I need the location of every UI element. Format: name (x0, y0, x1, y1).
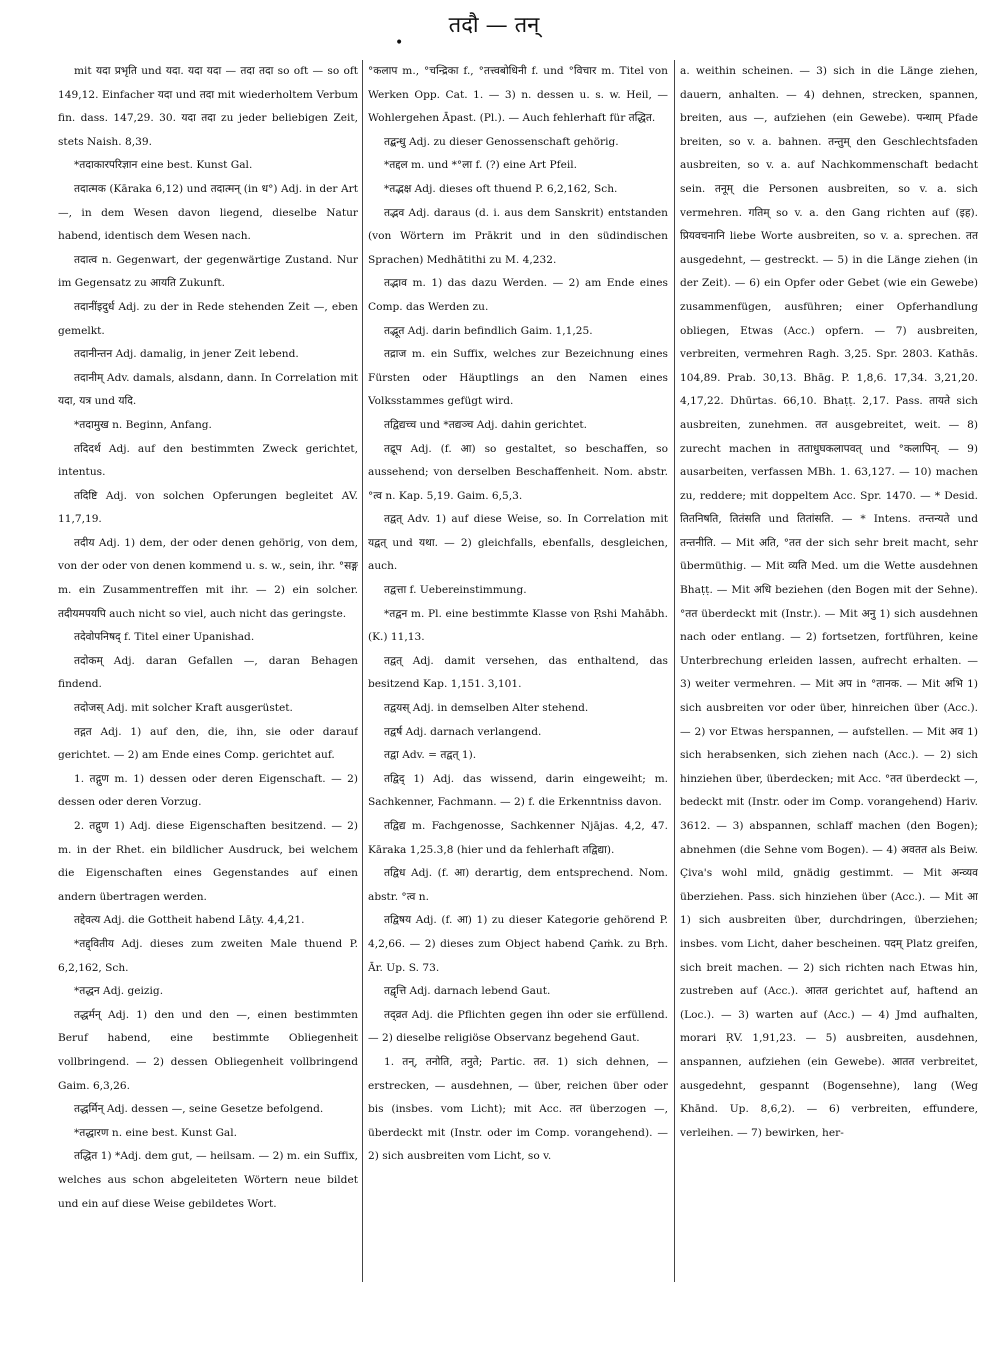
dictionary-entry: a. weithin scheinen. — 3) sich in die Länge ziehen, dauern, anhalten. — 4) dehnen, strecken, spannen, breiten, aus —, aufziehen (ein Gewebe). पन्थाम् Pfade breiten, so v. a. bahnen. तन्तुम् den Geschlechtsfaden ausbreiten, so v. a. auf Nachkommenschaft bedacht sein. तनूम् die Personen ausbreiten, so v. a. sich vermehren. गतिम् so v. a. den Gang richten auf (इह). प्रियवचनानि liebe Worte ausbreiten, so v. a. sprechen. तत ausgedehnt, — gestreckt. — 5) in die Länge ziehen (in der Zeit). — 6) ein Opfer oder Gebet (wie ein Gewebe) zusammenfügen, ausführen; einer Opferhandlung obliegen, Etwas (Acc.) opfern. — 7) ausbreiten, verbreiten, vermehren Ragh. 3,25. Spr. 2803. Kathās. 104,89. Prab. 30,13. Bhāg. P. 1,8,6. 17,34. 3,21,20. 4,17,22. Dhūrtas. 66,10. Bhaṭṭ. 2,17. Pass. तायते sich ausbreiten, zunehmen. तत ausgebreitet, weit. — 8) zurecht machen in तताधुघकलापवत् und °कलापिन्. — 9) ausarbeiten, verfassen MBh. 1. 63,127. — 10) machen zu, reddere; mit doppeltem Acc. Spr. 1470. — * Desid. तितनिषति, तितंसति und तितांसति. — * Intens. तन्तन्यते und तन्तनीति. — Mit अति, °तत der sich sehr breit macht, sehr übermüthig. — Mit व्यति Med. um die Wette ausdehnen Bhaṭṭ. — Mit अधि beziehen (den Bogen mit der Sehne). °तत überdeckt mit (Instr.). — Mit अनु 1) sich ausdehnen nach oder entlang. — 2) fortsetzen, fortführen, keine Unterbrechung erleiden lassen, aufrecht erhalten. — 3) weiter vermehren. — Mit अप in °तानक. — Mit अभि 1) sich ausbreiten vor oder über, hinreichen über (Acc.). — 2) vor Etwas herspannen, — aufstellen. — Mit अव 1) sich herabsenken, sich ziehen nach (Acc.). — 2) sich hinziehen über, überdecken; mit Acc. °तत überdeckt —, bedeckt mit (Instr. oder im Comp. vorangehend) Hariv. 3612. — 3) abspannen, schlaff machen (den Bogen); abnehmen (die Sehne vom Bogen). — 4) अवतत als Beiw. Çiva's wohl mild, gnädig gestimmt. — Mit अन्व्यव überziehen. Pass. sich hinziehen über (Acc.). — Mit आ 1) sich ausbreiten über, durchdringen, überziehen; insbes. vom Licht, daher bescheinen. पदम् Platz greifen, sich breit machen. — 2) sich richten nach Etwas hin, zustreben auf (Acc.). आतत gerichtet auf, haftend an (Loc.). — 3) warten auf (Acc.) — 4) Jmd aufhalten, morari ṚV. 1,91,23. — 5) ausbreiten, ausdehnen, anspannen, aufziehen (ein Gewebe). आतत verbreitet, ausgedehnt, gespannt (Bogensehne), lang (Weg Khānd. Up. 8,6,2). — 6) verbreiten, effundere, verleihen. — 7) bewirken, her- (680, 65, 978, 1139)
dictionary-entry: तद्वत् Adj. damit versehen, das enthaltend, das besitzend Kap. 1,151. 3,101. (368, 654, 668, 691)
dictionary-entry: तदिष्टि Adj. von solchen Opferungen begleitet AV. 11,7,19. (58, 489, 358, 526)
dictionary-entry: तदोकम् Adj. daran Gefallen —, daran Behagen findend. (58, 654, 358, 691)
column-3 (680, 60, 978, 1282)
dictionary-entry: तद्वा Adv. = तद्वत् 1). (384, 749, 477, 762)
dictionary-entry: तद्विद् 1) Adj. das wissend, darin eingeweiht; m. Sachkenner, Fachmann. — 2) f. die Erkenntniss davon. (368, 772, 668, 809)
page-header: तदौ — तन् (448, 13, 540, 38)
dictionary-entry: तद्वयस् Adj. in demselben Alter stehend. (384, 702, 589, 715)
dictionary-entry: तद्धर्मन् Adj. 1) den und den —, einen bestimmten Beruf habend, eine bestimmte Obliegenheit vollbringend. — 2) dessen Obliegenheit vollbringend Gaim. 6,3,26. (58, 1008, 358, 1092)
dictionary-entry: 2. तद्गुण 1) Adj. diese Eigenschaften besitzend. — 2) m. in der Rhet. ein bildlicher Ausdruck, bei welchem die Eigenschaften eines Gegenstandes auf einen andern übertragen werden. (58, 820, 358, 903)
dictionary-entry: *तद्दल m. und *°ला f. (?) eine Art Pfeil. (384, 159, 577, 172)
dictionary-entry: *तदामुख n. Beginn, Anfang. (74, 418, 212, 431)
dictionary-entry: 1. तद्गुण m. 1) dessen oder deren Eigenschaft. — 2) dessen oder deren Vorzug. (58, 772, 358, 809)
dictionary-entry: तदीय Adj. 1) dem, der oder denen gehörig, von dem, von der oder von denen kommend u. s. w., sein, ihr. °सङ्ग m. ein Zusammentreffen mit ihr. — 2) ein solcher. तदीयमपयपि auch nicht so viel, auch nicht das geringste. (58, 536, 358, 620)
dictionary-entry: तद्विद्य m. Fachgenosse, Sachkenner Njājas. 4,2, 47. Kāraka 1,25.3,8 (hier und da fehlerhaft तद्विद्या). (368, 820, 668, 856)
dictionary-entry: तद्गत Adj. 1) auf den, die, ihn, sie oder darauf gerichtet. — 2) am Ende eines Comp. gerichtet auf. (58, 725, 358, 762)
dictionary-entry: तदात्व n. Gegenwart, der gegenwärtige Zustand. Nur im Gegensatz zu आयति Zukunft. (58, 253, 358, 290)
column-1 (58, 60, 358, 1282)
dictionary-entry: *तद्भक्ष Adj. dieses oft thuend P. 6,2,162, Sch. (384, 182, 618, 195)
column-2 (368, 60, 668, 1282)
dictionary-entry: *तद्वन m. Pl. eine bestimmte Klasse von Ṛshi Mahābh. (K.) 11,13. (368, 607, 668, 644)
dictionary-entry: तद्वत् Adv. 1) auf diese Weise, so. In Correlation mit यद्वत् und यथा. — 2) gleichfalls, ebenfalls, desgleichen, auch. (368, 513, 668, 573)
dictionary-entry: तद्वृत्ति Adj. darnach lebend Gaut. (384, 985, 551, 998)
dictionary-entry: तद्धित 1) *Adj. dem gut, — heilsam. — 2) m. ein Suffix, welches aus schon abgeleiteten Wörtern neue bildet und ein auf diese Weise gebildetes Wort. (58, 1150, 358, 1210)
dictionary-entry: *तदाकारपरिज्ञान eine best. Kunst Gal. (74, 159, 253, 172)
dictionary-entry: तद्वत्ता f. Uebereinstimmung. (384, 584, 527, 597)
dictionary-entry: तद्राज m. ein Suffix, welches zur Bezeichnung eines Fürsten oder Häuptlings an den Namen eines Volksstammes gefügt wird. (368, 348, 668, 408)
dictionary-entry: तद्विषय Adj. (f. आ) 1) zu dieser Kategorie gehörend P. 4,2,66. — 2) dieses zum Object habend Çaṁk. zu Bṛh. Ār. Up. S. 73. (368, 914, 668, 974)
dictionary-entry: 1. तन्, तनोति, तनुते; Partic. तत. 1) sich dehnen, — erstrecken, — ausdehnen, — über, reichen über oder bis (insbes. vom Licht); mit Acc. तत überzogen —, überdeckt mit (Instr. oder im Comp. vorangehend). — 2) sich ausbreiten vom Licht, so v. (368, 1055, 668, 1163)
column-divider (674, 60, 675, 1282)
dictionary-entry: तदानींइदुर्ध Adj. zu der in Rede stehenden Zeit —, eben gemelkt. (58, 300, 358, 337)
dictionary-entry: *तद्धन Adj. geizig. (74, 985, 164, 998)
dictionary-entry: तदानीम् Adv. damals, alsdann, dann. In Correlation mit यदा, यत्र und यदि. (58, 371, 358, 408)
dictionary-entry: तदोजस् Adj. mit solcher Kraft ausgerüstet. (74, 702, 293, 715)
page-mark: • (395, 35, 404, 51)
dictionary-entry: तदात्मक (Kāraka 6,12) und तदात्मन् (in ध°) Adj. in der Art —, in dem Wesen davon liegend, dieselbe Natur habend, identisch dem Wesen nach. (58, 182, 358, 243)
dictionary-entry: तद्व्रत Adj. die Pflichten gegen ihn oder sie erfüllend. — 2) dieselbe religiöse Observanz begehend Gaut. (368, 1008, 668, 1045)
dictionary-entry: तद्वर्ष Adj. darnach verlangend. (384, 725, 542, 738)
dictionary-entry: तद्बन्धु Adj. zu dieser Genossenschaft gehörig. (384, 135, 619, 148)
dictionary-entry: तद्देवत्य Adj. die Gottheit habend Lāṭy. 4,4,21. (74, 914, 305, 927)
dictionary-entry: °कलाप m., °चन्द्रिका f., °तत्त्वबोधिनी f. und °विचार m. Titel von Werken Opp. Cat. 1. — 3) n. dessen u. s. w. Heil, — Wohlergehen Āpast. (Pl.). — Auch fehlerhaft für तद्धित. (368, 65, 668, 125)
dictionary-entry: तद्विध Adj. (f. आ) derartig, dem entsprechend. Nom. abstr. °त्व n. (368, 867, 668, 903)
dictionary-entry: तद्रूप Adj. (f. आ) so gestaltet, so beschaffen, so aussehend; von derselben Beschaffenheit. Nom. abstr. °त्व n. Kap. 5,19. Gaim. 6,5,3. (368, 442, 668, 502)
dictionary-entry: तद्धर्मिन् Adj. dessen —, seine Gesetze befolgend. (74, 1103, 324, 1116)
dictionary-entry: तदेवोपनिषद् f. Titel einer Upanishad. (74, 631, 255, 644)
dictionary-entry: तद्विद्यच्च und *तद्यञ्च Adj. dahin gerichtet. (384, 418, 588, 431)
dictionary-entry: तद्भूत Adj. darin befindlich Gaim. 1,1,25. (384, 324, 593, 337)
dictionary-entry: *तद्द्वितीय Adj. dieses zum zweiten Male thuend P. 6,2,162, Sch. (58, 937, 358, 974)
dictionary-entry: mit यदा प्रभृति und यदा. यदा यदा — तदा तदा so oft — so oft 149,12. Einfacher यदा und तदा mit wiederholtem Verbum fin. dass. 147,29. 30. यदा तदा zu jeder beliebigen Zeit, stets Naish. 8,39. (58, 65, 358, 148)
dictionary-entry: तदानीन्तन Adj. damalig, in jener Zeit lebend. (74, 348, 299, 361)
column-divider (362, 60, 363, 1282)
dictionary-entry: तदिदर्थ Adj. auf den bestimmten Zweck gerichtet, intentus. (58, 442, 358, 479)
dictionary-entry: तद्भाव m. 1) das dazu Werden. — 2) am Ende eines Comp. das Werden zu. (368, 277, 668, 313)
dictionary-entry: तद्भव Adj. daraus (d. i. aus dem Sanskrit) entstanden (von Wörtern im Prākrit und in den südindischen Sprachen) Medhātithi zu M. 4,232. (368, 206, 668, 266)
dictionary-entry: *तद्धारण n. eine best. Kunst Gal. (74, 1126, 237, 1139)
